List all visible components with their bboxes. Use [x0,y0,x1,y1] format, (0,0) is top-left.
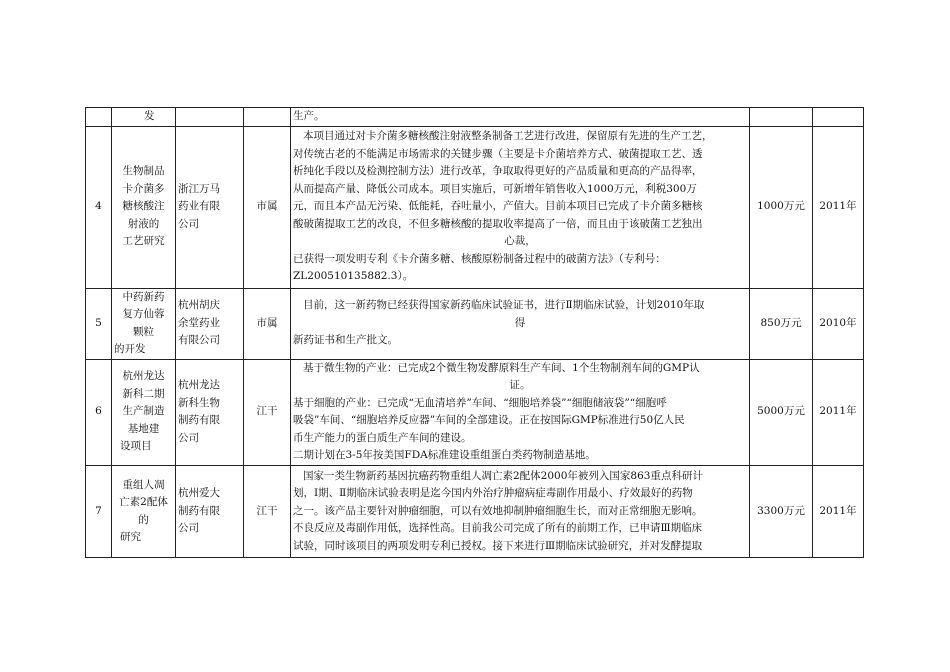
region: 市属 [244,288,291,359]
table-row [86,108,864,127]
investment: 850万元 [750,288,813,359]
project-content: 基于微生物的产业：已完成2个微生物发酵原料生产车间、1个生物制剂车间的GMP认 证。 基于细胞的产业：已完成“无血清培养”车间、“细胞培养袋”“细胞储液袋”“细胞呼 吸袋”车间、“细胞培养反应器”车间的全部建设。正在按国际GMP标准进行50亿人民 币生产能力的蛋白质生产车间的建设。 二期计划在3-5年按美国FDA标准建设重组蛋白类药物制造基地。 [291,359,750,465]
organization: 杭州爱大 制药有限 公司 [176,465,244,557]
table-row [86,465,864,557]
project-table [85,107,864,558]
project-content: 国家一类生物新药基因抗癌药物重组人凋亡素2配体2000年被列入国家863重点科研计 划，Ⅰ期、Ⅱ期临床试验表明是迄今国内外治疗肿瘤病症毒副作用最小、疗效最好的药物 之一。该产品主要针对肿瘤细胞，可以有效地抑制肿瘤细胞生长，而对正常细胞无影响。 不良反应及毒副作用低，选择性高。目前我公司完成了所有的前期工作，已申请Ⅲ期临床 试验，同时该项目的两项发明专利已授权。接下来进行Ⅲ期临床试验研究，并对发酵提取 [291,465,750,557]
organization [176,108,244,127]
investment [750,108,813,127]
organization: 浙江万马 药业有限 公司 [176,126,244,288]
row-number: 4 [86,126,112,288]
row-number: 6 [86,359,112,465]
year: 2010年 [813,288,864,359]
investment: 5000万元 [750,359,813,465]
project-name: 杭州龙达 新科二期 生产制造 基地建 设项目 [112,359,176,465]
project-content: 目前，这一新药物已经获得国家新药临床试验证书，进行Ⅱ期临床试验，计划2010年取 得 新药证书和生产批文。 [291,288,750,359]
table-row [86,288,864,359]
table-row [86,126,864,288]
project-name: 发 [112,108,176,127]
region [244,108,291,127]
project-name: 中药新药 复方仙蓉 颗粒 的开发 [112,288,176,359]
row-number [86,108,112,127]
investment: 1000万元 [750,126,813,288]
year [813,108,864,127]
project-name: 生物制品 卡介菌多 糖核酸注 射液的 工艺研究 [112,126,176,288]
row-number: 5 [86,288,112,359]
year: 2011年 [813,126,864,288]
year: 2011年 [813,465,864,557]
region: 江干 [244,465,291,557]
project-content: 本项目通过对卡介菌多糖核酸注射液整条制备工艺进行改进，保留原有先进的生产工艺， 对传统古老的不能满足市场需求的关键步骤（主要是卡介菌培养方式、破菌提取工艺、透 析纯化手段以及检测控制方法）进行改革，争取取得更好的产品质量和更高的产品得率， 从而提高产量、降低公司成本。项目实施后，可新增年销售收入1000万元，利税300万 元，而且本产品无污染、低能耗，吞吐量小，产值大。目前本项目已完成了卡介菌多糖核 酸破菌提取工艺的改良，不但多糖核酸的提取收率提高了一倍，而且由于该破菌工艺独出 心裁， 已获得一项发明专利《卡介菌多糖、核酸原粉制备过程中的破菌方法》（专利号： ZL200510135882.3）。 [291,126,750,288]
project-content: 生产。 [291,108,750,127]
organization: 杭州龙达 新科生物 制药有限 公司 [176,359,244,465]
investment: 3300万元 [750,465,813,557]
row-number: 7 [86,465,112,557]
organization: 杭州胡庆 余堂药业 有限公司 [176,288,244,359]
year: 2011年 [813,359,864,465]
project-name: 重组人凋 亡素2配体 的 研究 [112,465,176,557]
region: 江干 [244,359,291,465]
table-row [86,359,864,465]
region: 市属 [244,126,291,288]
